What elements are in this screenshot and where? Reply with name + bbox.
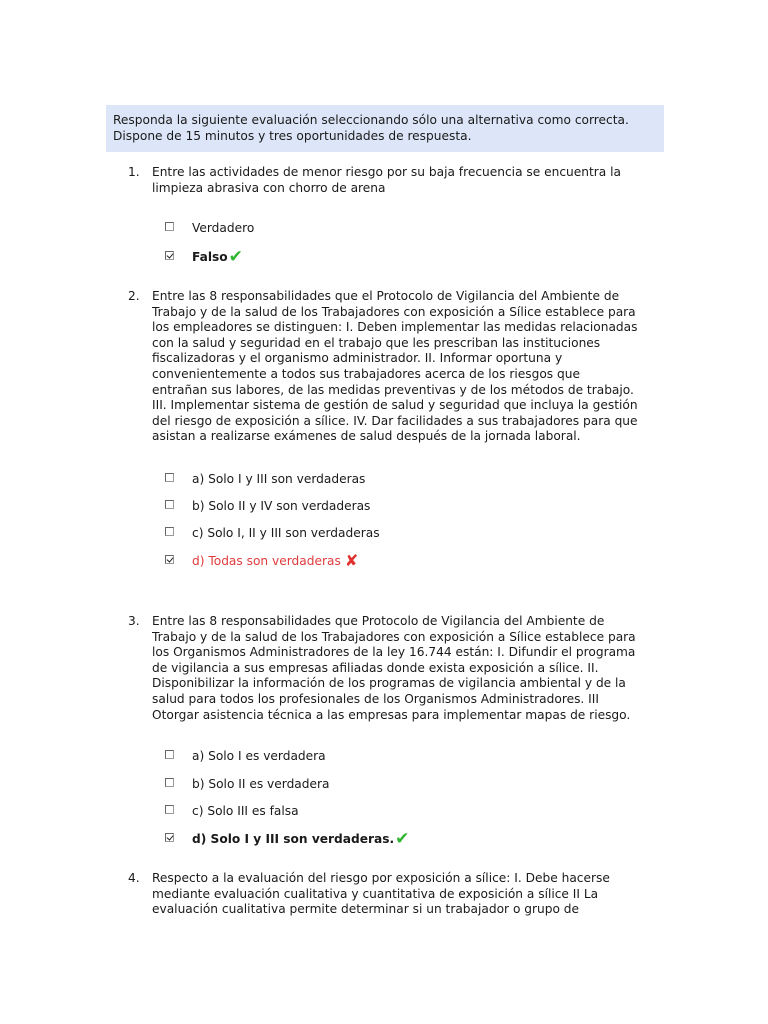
- option-label: b) Solo II es verdadera: [192, 777, 330, 791]
- question-number: 4.: [128, 871, 140, 885]
- checkbox[interactable]: [165, 805, 174, 814]
- question-2: [128, 289, 638, 445]
- option-label: Falso: [192, 250, 228, 264]
- option-label: d) Todas son verdaderas: [192, 554, 341, 568]
- option-label: c) Solo I, II y III son verdaderas: [192, 526, 380, 540]
- incorrect-cross-icon: ✘: [344, 551, 359, 570]
- checkbox[interactable]: [165, 527, 174, 536]
- question-2-option-a[interactable]: [165, 469, 365, 489]
- option-label: d) Solo I y III son verdaderas.: [192, 832, 395, 846]
- question-number: 3.: [128, 614, 140, 628]
- question-text: Respecto a la evaluación del riesgo por exposición a sílice: I. Debe hacerse mediante evaluación cualitativa y cuantitativa de exposición a sílice II La evaluación cualitativa permite determinar si un trabajador o grupo de: [152, 871, 610, 917]
- question-number: 1.: [128, 165, 140, 179]
- checkbox[interactable]: [165, 778, 174, 787]
- question-3: [128, 614, 638, 723]
- instructions-line-2: Dispone de 15 minutos y tres oportunidades de respuesta.: [113, 129, 472, 143]
- question-text: Entre las 8 responsabilidades que Protocolo de Vigilancia del Ambiente de Trabajo y de la salud de los Trabajadores con exposición a Sílice establece para los Organismos Administradores de la ley 16.744 están: I. Difundir el programa de vigilancia a sus empresas afiliadas donde exista exposición a sílice. II. Disponibilizar la información de los programas de vigilancia ambiental y de la salud para todos los profesionales de los Organismos Administradores. III Otorgar asistencia técnica a las empresas para implementar mapas de riesgo.: [152, 614, 636, 722]
- checkbox-checked[interactable]: [165, 251, 174, 260]
- question-text: Entre las actividades de menor riesgo por su baja frecuencia se encuentra la limpieza abrasiva con chorro de arena: [152, 165, 621, 195]
- question-3-option-a[interactable]: [165, 746, 326, 766]
- correct-check-icon: ✔: [395, 829, 410, 849]
- checkbox[interactable]: [165, 222, 174, 231]
- option-label: a) Solo I es verdadera: [192, 749, 326, 763]
- checkbox[interactable]: [165, 500, 174, 509]
- question-1-option-b[interactable]: [165, 247, 243, 267]
- question-3-option-b[interactable]: [165, 774, 329, 794]
- question-text: Entre las 8 responsabilidades que el Protocolo de Vigilancia del Ambiente de Trabajo y de la salud de los Trabajadores con exposición a Sílice establece para los empleadores se distinguen: I. Deben implementar las medidas relacionadas con la salud y seguridad en el trabajo que les prescriban las instituciones fiscalizadoras y el organismo administrador. II. Informar oportuna y convenientemente a todos sus trabajadores acerca de los riesgos que entrañan sus labores, de las medidas preventivas y de los métodos de trabajo. III. Implementar sistema de gestión de salud y seguridad que incluya la gestión del riesgo de exposición a sílice. IV. Dar facilidades a sus trabajadores para que asistan a realizarse exámenes de salud después de la jornada laboral.: [152, 289, 638, 444]
- question-3-option-c[interactable]: [165, 801, 299, 821]
- option-label: Verdadero: [192, 221, 255, 235]
- option-label: b) Solo II y IV son verdaderas: [192, 499, 371, 513]
- instructions-line-1: Responda la siguiente evaluación seleccionando sólo una alternativa como correcta.: [113, 113, 629, 127]
- question-number: 2.: [128, 289, 140, 303]
- correct-check-icon: ✔: [228, 247, 243, 267]
- checkbox-checked[interactable]: [165, 555, 174, 564]
- question-1: [128, 165, 638, 196]
- question-3-option-d[interactable]: [165, 829, 409, 849]
- question-4: [128, 871, 638, 918]
- question-1-option-a[interactable]: [165, 218, 254, 238]
- option-label: c) Solo III es falsa: [192, 804, 299, 818]
- question-2-option-c[interactable]: [165, 523, 380, 543]
- option-label: a) Solo I y III son verdaderas: [192, 472, 366, 486]
- question-2-option-d[interactable]: [165, 551, 358, 571]
- checkbox[interactable]: [165, 473, 174, 482]
- checkbox-checked[interactable]: [165, 833, 174, 842]
- instructions-banner: [106, 105, 664, 152]
- checkbox[interactable]: [165, 750, 174, 759]
- question-2-option-b[interactable]: [165, 496, 370, 516]
